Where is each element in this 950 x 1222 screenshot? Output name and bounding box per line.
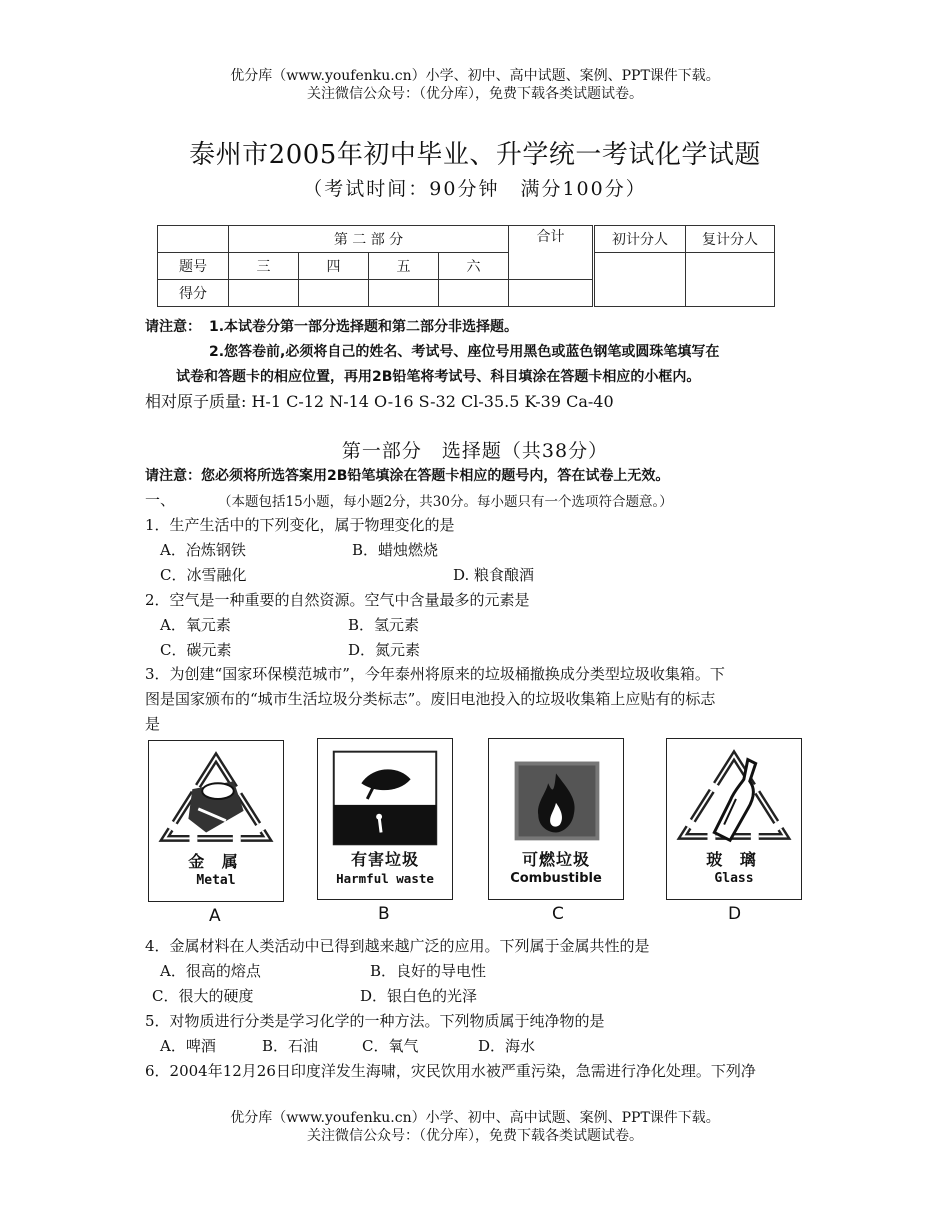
q1-option-d[interactable]: D. 粮食酿酒 (453, 566, 535, 584)
score-table-first-check-cell[interactable] (594, 253, 686, 307)
q1-stem: 1．生产生活中的下列变化，属于物理变化的是 (145, 516, 455, 534)
score-cell-5[interactable] (369, 280, 439, 307)
atomic-mass: 相对原子质量: H-1 C-12 N-14 O-16 S-32 Cl-35.5 K-39 Ca-40 (145, 392, 614, 411)
page-subtitle: （考试时间：90分钟 满分100分） (303, 178, 647, 200)
score-table-col-5: 五 (369, 253, 439, 280)
notice-label: 请注意： (145, 319, 201, 335)
sign-letter-a: A (209, 906, 221, 926)
q2-option-a[interactable]: A．氧元素 (160, 616, 231, 634)
score-table-col-4: 四 (299, 253, 369, 280)
q5-option-b[interactable]: B．石油 (262, 1037, 319, 1055)
glass-bottle-recycle-icon (667, 747, 801, 847)
sign-combustible-en: Combustible (510, 871, 602, 886)
header-line-2: 关注微信公众号：（优分库），免费下载各类试题试卷。 (307, 86, 643, 102)
q1-option-b[interactable]: B．蜡烛燃烧 (352, 541, 439, 559)
footer-line-1: 优分库（www.youfenku.cn）小学、初中、高中试题、案例、PPT课件下载。 (230, 1110, 720, 1126)
score-cell-total[interactable] (509, 280, 594, 307)
q6-line-1: 6．2004年12月26日印度洋发生海啸，灾民饮用水被严重污染，急需进行净化处理。下列净 (145, 1062, 756, 1080)
q5-option-d[interactable]: D．海水 (478, 1037, 536, 1055)
harmful-waste-icon (318, 747, 452, 847)
score-table-col-3: 三 (229, 253, 299, 280)
q4-option-c[interactable]: C．很大的硬度 (152, 987, 254, 1005)
sign-glass-en: Glass (714, 871, 754, 886)
score-table (157, 225, 775, 307)
sign-glass-zh: 玻 璃 (706, 850, 762, 869)
q3-line-1: 3．为创建“国家环保模范城市”，今年泰州将原来的垃圾桶撤换成分类型垃圾收集箱。下 (145, 665, 725, 683)
score-cell-6[interactable] (439, 280, 509, 307)
score-table-corner (158, 226, 229, 253)
sign-letter-c: C (552, 904, 564, 924)
q5-option-a[interactable]: A．啤酒 (160, 1037, 216, 1055)
q5-stem: 5．对物质进行分类是学习化学的一种方法。下列物质属于纯净物的是 (145, 1012, 605, 1030)
score-cell-3[interactable] (229, 280, 299, 307)
score-table-col-6: 六 (439, 253, 509, 280)
part1-notice: 请注意：您必须将所选答案用2B铅笔填涂在答题卡相应的题号内，答在试卷上无效。 (145, 468, 670, 484)
sign-glass[interactable] (666, 738, 802, 900)
sign-combustible[interactable] (488, 738, 624, 900)
score-cell-4[interactable] (299, 280, 369, 307)
score-table-first-check: 初计分人 (594, 226, 686, 253)
q4-option-a[interactable]: A．很高的熔点 (160, 962, 261, 980)
q2-option-b[interactable]: B．氢元素 (348, 616, 420, 634)
notice-item-2b: 试卷和答题卡的相应位置，再用2B铅笔将考试号、科目填涂在答题卡相应的小框内。 (176, 369, 701, 385)
q2-option-d[interactable]: D．氮元素 (348, 641, 421, 659)
sign-harmful-waste[interactable] (317, 738, 453, 900)
page-title: 泰州市2005年初中毕业、升学统一考试化学试题 (189, 140, 761, 170)
q4-option-d[interactable]: D．银白色的光泽 (360, 987, 478, 1005)
sign-metal[interactable] (148, 740, 284, 902)
section-number: 一、 (145, 491, 176, 509)
q3-line-3: 是 (145, 715, 161, 733)
q5-option-c[interactable]: C．氧气 (362, 1037, 419, 1055)
sign-harmful-zh: 有害垃圾 (350, 850, 419, 869)
notice-item-1: 1.本试卷分第一部分选择题和第二部分非选择题。 (209, 319, 519, 335)
metal-recycle-icon (149, 749, 283, 849)
q4-stem: 4．金属材料在人类活动中已得到越来越广泛的应用。下列属于金属共性的是 (145, 937, 650, 955)
score-table-re-check: 复计分人 (686, 226, 775, 253)
section-description: （本题包括15小题，每小题2分，共30分。每小题只有一个选项符合题意。） (218, 494, 673, 510)
notice-item-2a: 2.您答卷前,必须将自己的姓名、考试号、座位号用黑色或蓝色钢笔或圆珠笔填写在 (209, 344, 720, 360)
sign-harmful-en: Harmful waste (336, 871, 434, 886)
q4-option-b[interactable]: B．良好的导电性 (370, 962, 487, 980)
score-table-part2: 第 二 部 分 (229, 226, 509, 253)
combustible-fire-icon (489, 747, 623, 847)
q1-option-c[interactable]: C．冰雪融化 (160, 566, 247, 584)
q2-stem: 2．空气是一种重要的自然资源。空气中含量最多的元素是 (145, 591, 530, 609)
footer-line-2: 关注微信公众号：（优分库），免费下载各类试题试卷。 (307, 1128, 643, 1144)
q1-option-a[interactable]: A．冶炼钢铁 (160, 541, 246, 559)
sign-metal-en: Metal (196, 873, 236, 888)
sign-letter-d: D (728, 904, 742, 924)
score-table-total: 合计 (509, 226, 594, 280)
q3-line-2: 图是国家颁布的“城市生活垃圾分类标志”。废旧电池投入的垃圾收集箱上应贴有的标志 (145, 690, 716, 708)
score-table-re-check-cell[interactable] (686, 253, 775, 307)
sign-metal-zh: 金 属 (188, 852, 244, 871)
score-table-row-score: 得分 (158, 280, 229, 307)
score-table-row-question: 题号 (158, 253, 229, 280)
sign-combustible-zh: 可燃垃圾 (521, 850, 590, 869)
part1-heading: 第一部分 选择题（共38分） (341, 440, 609, 462)
q2-option-c[interactable]: C．碳元素 (160, 641, 232, 659)
sign-letter-b: B (378, 904, 390, 924)
header-line-1: 优分库（www.youfenku.cn）小学、初中、高中试题、案例、PPT课件下载。 (230, 68, 720, 84)
